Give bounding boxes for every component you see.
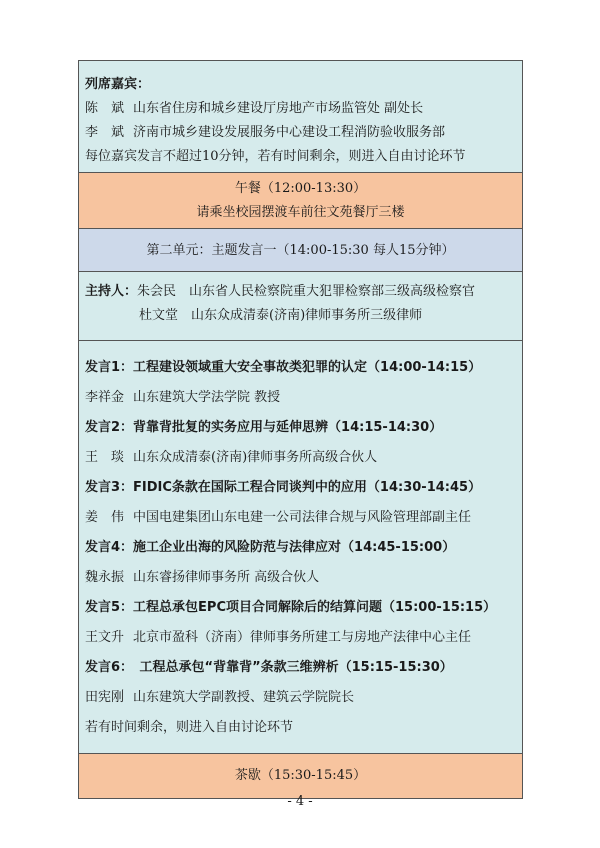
host-name: 杜文堂 [139, 308, 179, 323]
host-row [79, 304, 522, 328]
speaker-name: 王 琰 [85, 450, 125, 465]
talk-title: 发言6： 工程总承包“背靠背”条款三维辨析（15:15-15:30） [85, 660, 453, 675]
talks-section [79, 340, 522, 753]
tea-section [79, 753, 522, 798]
speaker-name: 姜 伟 [85, 510, 125, 525]
talk-speaker-row [79, 683, 522, 713]
speaker-desc: 中国电建集团山东电建一公司法律合规与风险管理部副主任 [133, 510, 472, 525]
guest-name: 李 斌 [85, 125, 125, 140]
speaker-name: 李祥金 [85, 390, 125, 405]
speaker-desc: 山东众成清泰(济南)律师事务所高级合伙人 [133, 450, 378, 465]
unit2-title: 第二单元：主题发言一（14:00-15:30 每人15分钟） [146, 243, 455, 258]
talk-title: 发言2：背靠背批复的实务应用与延伸思辨（14:15-14:30） [85, 420, 443, 435]
host-desc: 山东省人民检察院重大犯罪检察部三级高级检察官 [189, 284, 476, 299]
talk-title: 发言5：工程总承包EPC项目合同解除后的结算问题（15:00-15:15） [85, 600, 497, 615]
talk-title: 发言4：施工企业出海的风险防范与法律应对（14:45-15:00） [85, 540, 456, 555]
talk-speaker-row [79, 443, 522, 473]
speaker-name: 王文升 [85, 630, 125, 645]
guest-name: 陈 斌 [85, 101, 125, 116]
speaker-name: 魏永振 [85, 570, 125, 585]
hosts-section [79, 271, 522, 340]
host-desc: 山东众成清泰(济南)律师事务所三级律师 [191, 308, 423, 323]
guests-title: 列席嘉宾： [85, 77, 151, 92]
guest-desc: 济南市城乡建设发展服务中心建设工程消防验收服务部 [133, 125, 446, 140]
speaker-desc: 山东建筑大学副教授、建筑云学院院长 [133, 690, 355, 705]
hosts-label: 主持人： [85, 284, 138, 299]
closing-note: 若有时间剩余，则进入自由讨论环节 [85, 720, 294, 735]
unit2-header [79, 228, 522, 271]
host-row [79, 280, 522, 304]
tea-title: 茶歇（15:30-15:45） [234, 768, 367, 783]
talk-speaker-row [79, 383, 522, 413]
agenda-table [78, 60, 523, 799]
guests-note: 每位嘉宾发言不超过10分钟，若有时间剩余，则进入自由讨论环节 [85, 149, 466, 164]
guest-desc: 山东省住房和城乡建设厅房地产市场监管处 副处长 [133, 101, 424, 116]
talk-speaker-row [79, 503, 522, 533]
guest-row [79, 121, 522, 145]
speaker-name: 田宪刚 [85, 690, 125, 705]
talk-speaker-row [79, 563, 522, 593]
guest-row [79, 97, 522, 121]
host-name: 朱会民 [137, 284, 177, 299]
page-number: - 4 - [287, 794, 313, 809]
speaker-desc: 山东建筑大学法学院 教授 [133, 390, 281, 405]
talk-title: 发言3：FIDIC条款在国际工程合同谈判中的应用（14:30-14:45） [85, 480, 482, 495]
lunch-section [79, 172, 522, 228]
talk-speaker-row [79, 623, 522, 653]
lunch-note: 请乘坐校园摆渡车前往文苑餐厅三楼 [196, 205, 405, 220]
speaker-desc: 北京市盈科（济南）律师事务所建工与房地产法律中心主任 [133, 630, 472, 645]
lunch-title: 午餐（12:00-13:30） [234, 181, 367, 196]
guests-section [79, 60, 522, 172]
speaker-desc: 山东睿扬律师事务所 高级合伙人 [133, 570, 320, 585]
talk-title: 发言1：工程建设领域重大安全事故类犯罪的认定（14:00-14:15） [85, 360, 482, 375]
